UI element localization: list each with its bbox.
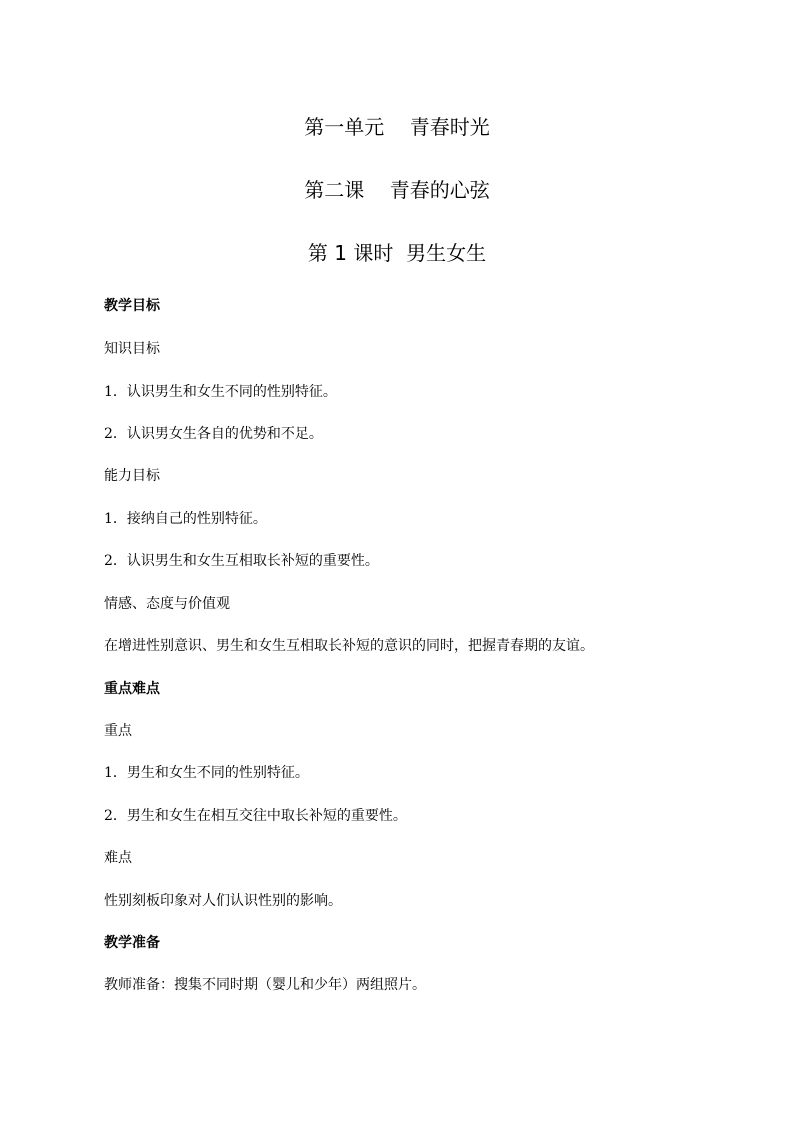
difficult-point-text: 性别刻板印象对人们认识性别的影响。 xyxy=(104,893,342,909)
knowledge-goal-item: 2．认识男女生各自的优势和不足。 xyxy=(104,426,323,442)
period-title: 第 1 课时 男生女生 xyxy=(307,241,487,265)
lesson-title: 第二课 青春的心弦 xyxy=(304,178,490,202)
section-heading-teaching-preparation: 教学准备 xyxy=(104,935,160,951)
teacher-preparation-text: 教师准备：搜集不同时期（婴儿和少年）两组照片。 xyxy=(104,977,426,993)
unit-title: 第一单元 青春时光 xyxy=(304,115,490,139)
subheading-key-points: 重点 xyxy=(104,723,132,739)
ability-goal-item: 2．认识男生和女生互相取长补短的重要性。 xyxy=(104,553,379,569)
emotion-goal-text: 在增进性别意识、男生和女生互相取长补短的意识的同时，把握青春期的友谊。 xyxy=(104,638,594,654)
knowledge-goal-item: 1．认识男生和女生不同的性别特征。 xyxy=(104,384,337,400)
key-point-item: 1．男生和女生不同的性别特征。 xyxy=(104,765,309,781)
subheading-difficult-points: 难点 xyxy=(104,850,132,866)
ability-goal-item: 1．接纳自己的性别特征。 xyxy=(104,511,267,527)
key-point-item: 2．男生和女生在相互交往中取长补短的重要性。 xyxy=(104,808,407,824)
section-heading-key-difficult-points: 重点难点 xyxy=(104,681,160,697)
subheading-knowledge-goals: 知识目标 xyxy=(104,341,160,357)
section-heading-teaching-goals: 教学目标 xyxy=(104,298,160,314)
subheading-emotion-attitude-values: 情感、态度与价值观 xyxy=(104,596,230,612)
subheading-ability-goals: 能力目标 xyxy=(104,468,160,484)
